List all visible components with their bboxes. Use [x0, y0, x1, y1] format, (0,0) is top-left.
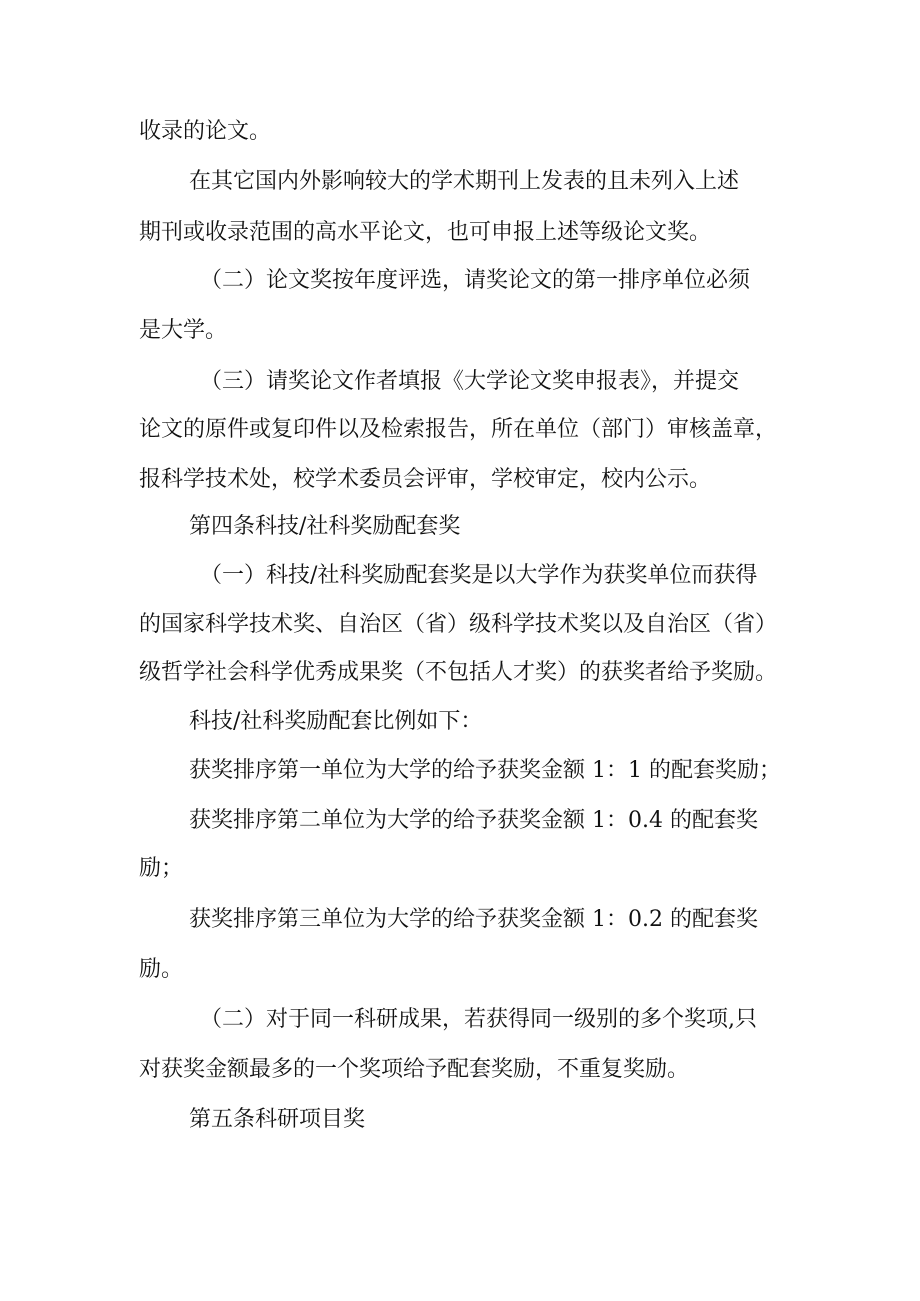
text-line: 论文的原件或复印件以及检索报告，所在单位（部门）审核盖章，	[139, 417, 778, 442]
section-heading: 第四条科技/社科奖励配套奖	[189, 514, 461, 539]
text-line: （三）请奖论文作者填报《大学论文奖申报表》，并提交	[200, 369, 740, 394]
text-line: （二）论文奖按年度评选，请奖论文的第一排序单位必须	[200, 268, 751, 293]
text-line: （二）对于同一科研成果，若获得同一级别的多个奖项,只	[200, 1007, 757, 1032]
text-line: 励；	[139, 856, 184, 881]
text-line: 获奖排序第三单位为大学的给予获奖金额 1：0.2 的配套奖	[189, 907, 758, 932]
text-line: 科技/社科奖励配套比例如下：	[189, 709, 483, 734]
text-line: 获奖排序第二单位为大学的给予获奖金额 1：0.4 的配套奖	[189, 808, 758, 833]
text-line: 对获奖金额最多的一个奖项给予配套奖励，不重复奖励。	[139, 1057, 690, 1082]
text-line: 级哲学社会科学优秀成果奖（不包括人才奖）的获奖者给予奖励。	[139, 660, 778, 685]
text-line: 获奖排序第一单位为大学的给予获奖金额 1：1 的配套奖励；	[189, 758, 781, 783]
text-line: 收录的论文。	[139, 119, 272, 144]
text-line: 报科学技术处，校学术委员会评审，学校审定，校内公示。	[139, 467, 712, 492]
text-line: 是大学。	[139, 318, 228, 343]
text-line: 的国家科学技术奖、自治区（省）级科学技术奖以及自治区（省）	[139, 612, 778, 637]
text-line: 在其它国内外影响较大的学术期刊上发表的且未列入上述	[189, 169, 740, 194]
text-line: 励。	[139, 957, 184, 982]
text-line: （一）科技/社科奖励配套奖是以大学作为获奖单位而获得	[200, 563, 758, 588]
section-heading: 第五条科研项目奖	[189, 1107, 366, 1132]
text-line: 期刊或收录范围的高水平论文，也可申报上述等级论文奖。	[139, 220, 712, 245]
